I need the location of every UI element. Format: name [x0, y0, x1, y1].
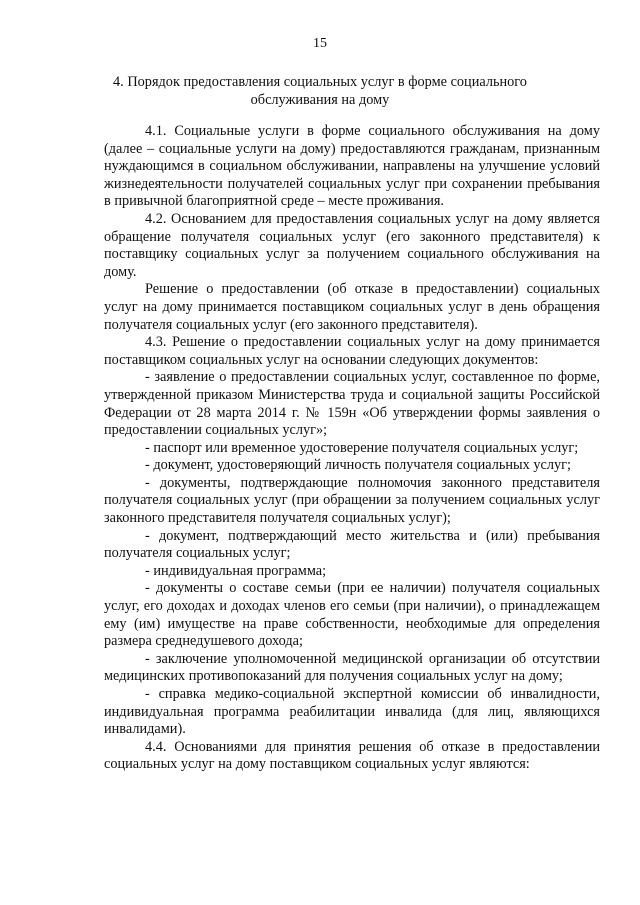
list-item-passport: - паспорт или временное удостоверение получателя социальных услуг; [145, 439, 579, 456]
list-item-disability-certificate: - справка медико-социальной экспертной комиссии об инвалидности, индивидуальная программа реабилитации инвалида (для лиц, являющихся инвалидами). [104, 686, 600, 738]
list-item-individual-program: - индивидуальная программа; [145, 562, 327, 579]
list-item-identity-document: - документ, удостоверяющий личность получателя социальных услуг; [145, 457, 571, 474]
list-item-representative-powers: - документы, подтверждающие полномочия законного представителя получателя социальных услуг (при обращении за получением социальных услуг законного представителя получателя социальных услуг); [104, 474, 600, 527]
page-number: 15 [313, 36, 327, 51]
paragraph-4-1: 4.1. Социальные услуги в форме социального обслуживания на дому (далее – социальные услуги на дому) предоставляются гражданам, признанным нуждающимся в социальном обслуживании, направлены на улучшение условий жизнедеятельности получателей социальных услуг при сохранении пребывания в привычной благоприятной среде – месте проживания. [104, 123, 600, 210]
list-item-residence-document: - документ, подтверждающий место жительства и (или) пребывания получателя социальных услуг; [104, 527, 600, 562]
list-item-application: - заявление о предоставлении социальных услуг, составленное по форме, утвержденной приказом Министерства труда и социальной защиты Российской Федерации от 28 марта 2014 г. № 159н «Об утверждении формы заявления о предоставлении социальных услуг»; [104, 369, 600, 439]
paragraph-4-3: 4.3. Решение о предоставлении социальных услуг на дому принимается поставщиком социальных услуг на основании следующих документов: [104, 334, 600, 368]
list-item-medical-conclusion: - заключение уполномоченной медицинской организации об отсутствии медицинских противопоказаний для получения социальных услуг на дому; [104, 650, 600, 685]
paragraph-decision: Решение о предоставлении (об отказе в предоставлении) социальных услуг на дому принимается поставщиком социальных услуг в день обращения получателя социальных услуг (его законного представителя). [104, 281, 600, 333]
paragraph-4-2: 4.2. Основанием для предоставления социальных услуг на дому является обращение получателя социальных услуг (его законного представителя) к поставщику социальных услуг за получением социального обслуживания на дому. [104, 210, 600, 280]
list-item-family-documents: - документы о составе семьи (при ее наличии) получателя социальных услуг, его доходах и доходах членов его семьи (при наличии), о принадлежащем ему (им) имуществе на праве собственности, необходимые для определения размера среднедушевого дохода; [104, 580, 600, 650]
paragraph-4-4: 4.4. Основаниями для принятия решения об отказе в предоставлении социальных услуг на дому поставщиком социальных услуг являются: [104, 738, 600, 773]
section-heading: 4. Порядок предоставления социальных услуг в форме социального обслуживания на дому [113, 74, 527, 108]
document-body [104, 123, 600, 774]
